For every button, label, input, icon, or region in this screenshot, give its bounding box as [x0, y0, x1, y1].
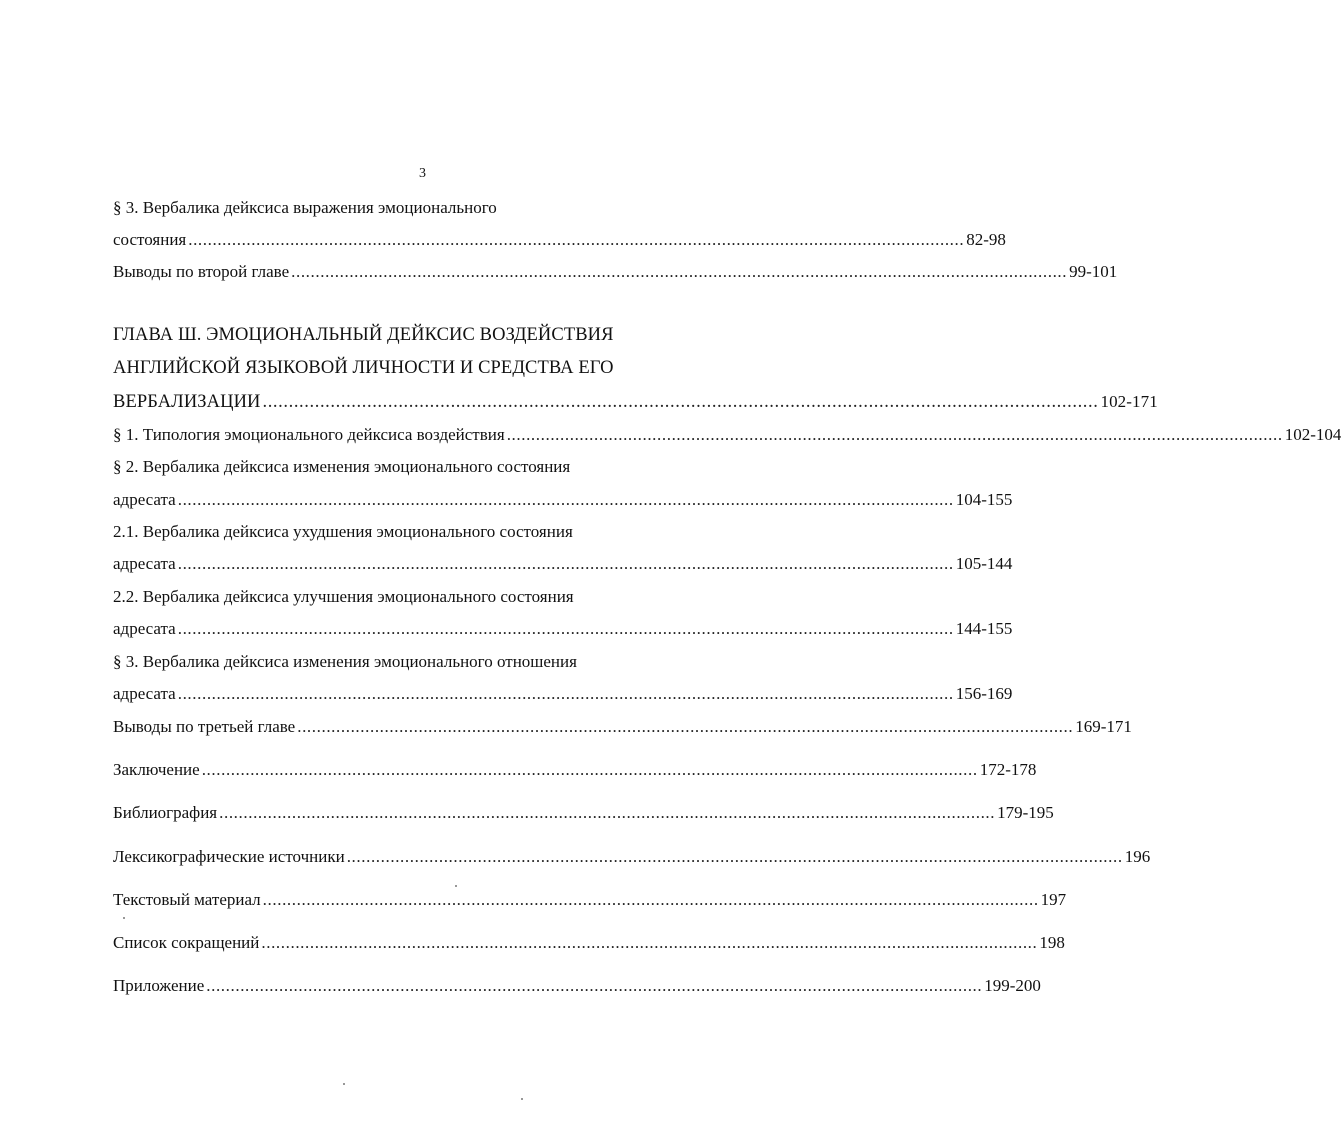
scan-speck	[521, 1098, 523, 1100]
toc-entry-text: Библиография	[113, 803, 218, 822]
toc-page-range: 144-155	[955, 619, 1013, 638]
toc-page-range: 179-195	[997, 803, 1054, 822]
toc-entry-text: ГЛАВА Ш. ЭМОЦИОНАЛЬНЫЙ ДЕЙКСИС ВОЗДЕЙСТВИЯ	[113, 325, 614, 345]
scan-speck	[123, 917, 125, 919]
toc-entry-text: Текстовый материал	[113, 890, 261, 909]
dot-leader: ................................................................................................................................................................	[261, 933, 1038, 952]
toc-entry-text: § 2. Вербалика дейксиса изменения эмоционального состояния	[113, 457, 571, 476]
toc-page-range: 197	[1040, 890, 1067, 909]
toc-line	[113, 618, 1013, 640]
toc-line	[113, 229, 1006, 251]
toc-entry-text: адресата	[113, 684, 176, 703]
toc-page-range: 169-171	[1075, 717, 1132, 736]
toc-page-range: 99-101	[1069, 262, 1118, 281]
toc-page-range: 102-104	[1284, 425, 1341, 444]
chapter-heading	[113, 391, 1158, 413]
toc-entry-text: Лексикографические источники	[113, 847, 345, 866]
toc-page-range: 104-155	[955, 490, 1013, 509]
toc-entry-text: § 1. Типология эмоционального дейксиса воздействия	[113, 425, 505, 444]
dot-leader: ................................................................................................................................................................	[177, 684, 954, 703]
dot-leader: ................................................................................................................................................................	[346, 847, 1123, 866]
toc-line	[113, 932, 1065, 954]
scan-speck	[343, 1083, 345, 1085]
toc-page-range: 196	[1124, 847, 1151, 866]
toc-line	[113, 553, 1013, 575]
toc-line	[113, 261, 1118, 283]
toc-entry-text: адресата	[113, 554, 176, 573]
dot-leader: ................................................................................................................................................................	[188, 230, 965, 249]
toc-line	[113, 975, 1041, 997]
dot-leader: ................................................................................................................................................................	[206, 976, 983, 995]
page-number: 3	[419, 166, 426, 181]
dot-leader: ................................................................................................................................................................	[506, 425, 1283, 444]
dot-leader: ................................................................................................................................................................	[177, 619, 954, 638]
toc-line	[113, 489, 1013, 511]
toc-line	[113, 716, 1132, 738]
toc-entry-text: Список сокращений	[113, 933, 260, 952]
toc-entry-text: Выводы по второй главе	[113, 262, 290, 281]
toc-line	[113, 889, 1067, 911]
dot-leader: ................................................................................................................................................................	[291, 262, 1068, 281]
toc-entry-text: ВЕРБАЛИЗАЦИИ	[113, 392, 261, 412]
toc-line	[113, 846, 1151, 868]
chapter-heading	[113, 357, 733, 379]
toc-page-range: 156-169	[955, 684, 1013, 703]
toc-entry-text: Выводы по третьей главе	[113, 717, 296, 736]
dot-leader: ................................................................................................................................................................	[219, 803, 996, 822]
toc-line	[113, 586, 733, 608]
toc-entry-text: 2.2. Вербалика дейксиса улучшения эмоционального состояния	[113, 587, 574, 606]
dot-leader: ................................................................................................................................................................	[177, 490, 954, 509]
dot-leader: ................................................................................................................................................................	[297, 717, 1074, 736]
toc-line	[113, 424, 1341, 446]
chapter-heading	[113, 324, 733, 346]
toc-entry-text: 2.1. Вербалика дейксиса ухудшения эмоционального состояния	[113, 522, 573, 541]
dot-leader: ................................................................................................................................................................	[262, 890, 1039, 909]
toc-entry-text: Заключение	[113, 760, 200, 779]
toc-entry-text: Приложение	[113, 976, 205, 995]
toc-entry-text: § 3. Вербалика дейксиса изменения эмоционального отношения	[113, 652, 577, 671]
toc-page-range: 82-98	[966, 230, 1006, 249]
toc-page-range: 172-178	[979, 760, 1037, 779]
toc-page-range: 198	[1039, 933, 1065, 952]
toc-line	[113, 521, 733, 543]
scan-speck	[455, 885, 457, 887]
toc-entry-text: адресата	[113, 619, 176, 638]
dot-leader: ................................................................................................................................................................	[201, 760, 978, 779]
toc-page-range: 102-171	[1100, 392, 1158, 411]
toc-page-range: 199-200	[984, 976, 1041, 995]
toc-entry-text: АНГЛИЙСКОЙ ЯЗЫКОВОЙ ЛИЧНОСТИ И СРЕДСТВА ЕГО	[113, 358, 614, 378]
dot-leader: ................................................................................................................................................................	[262, 392, 1099, 412]
dot-leader: ................................................................................................................................................................	[177, 554, 954, 573]
toc-page-range: 105-144	[955, 554, 1013, 573]
toc-entry-text: адресата	[113, 490, 176, 509]
toc-line	[113, 197, 733, 219]
toc-line	[113, 759, 1037, 781]
toc-line	[113, 456, 733, 478]
toc-entry-text: состояния	[113, 230, 187, 249]
toc-line	[113, 683, 1013, 705]
toc-line	[113, 802, 1054, 824]
toc-line	[113, 651, 733, 673]
toc-entry-text: § 3. Вербалика дейксиса выражения эмоционального	[113, 198, 497, 217]
